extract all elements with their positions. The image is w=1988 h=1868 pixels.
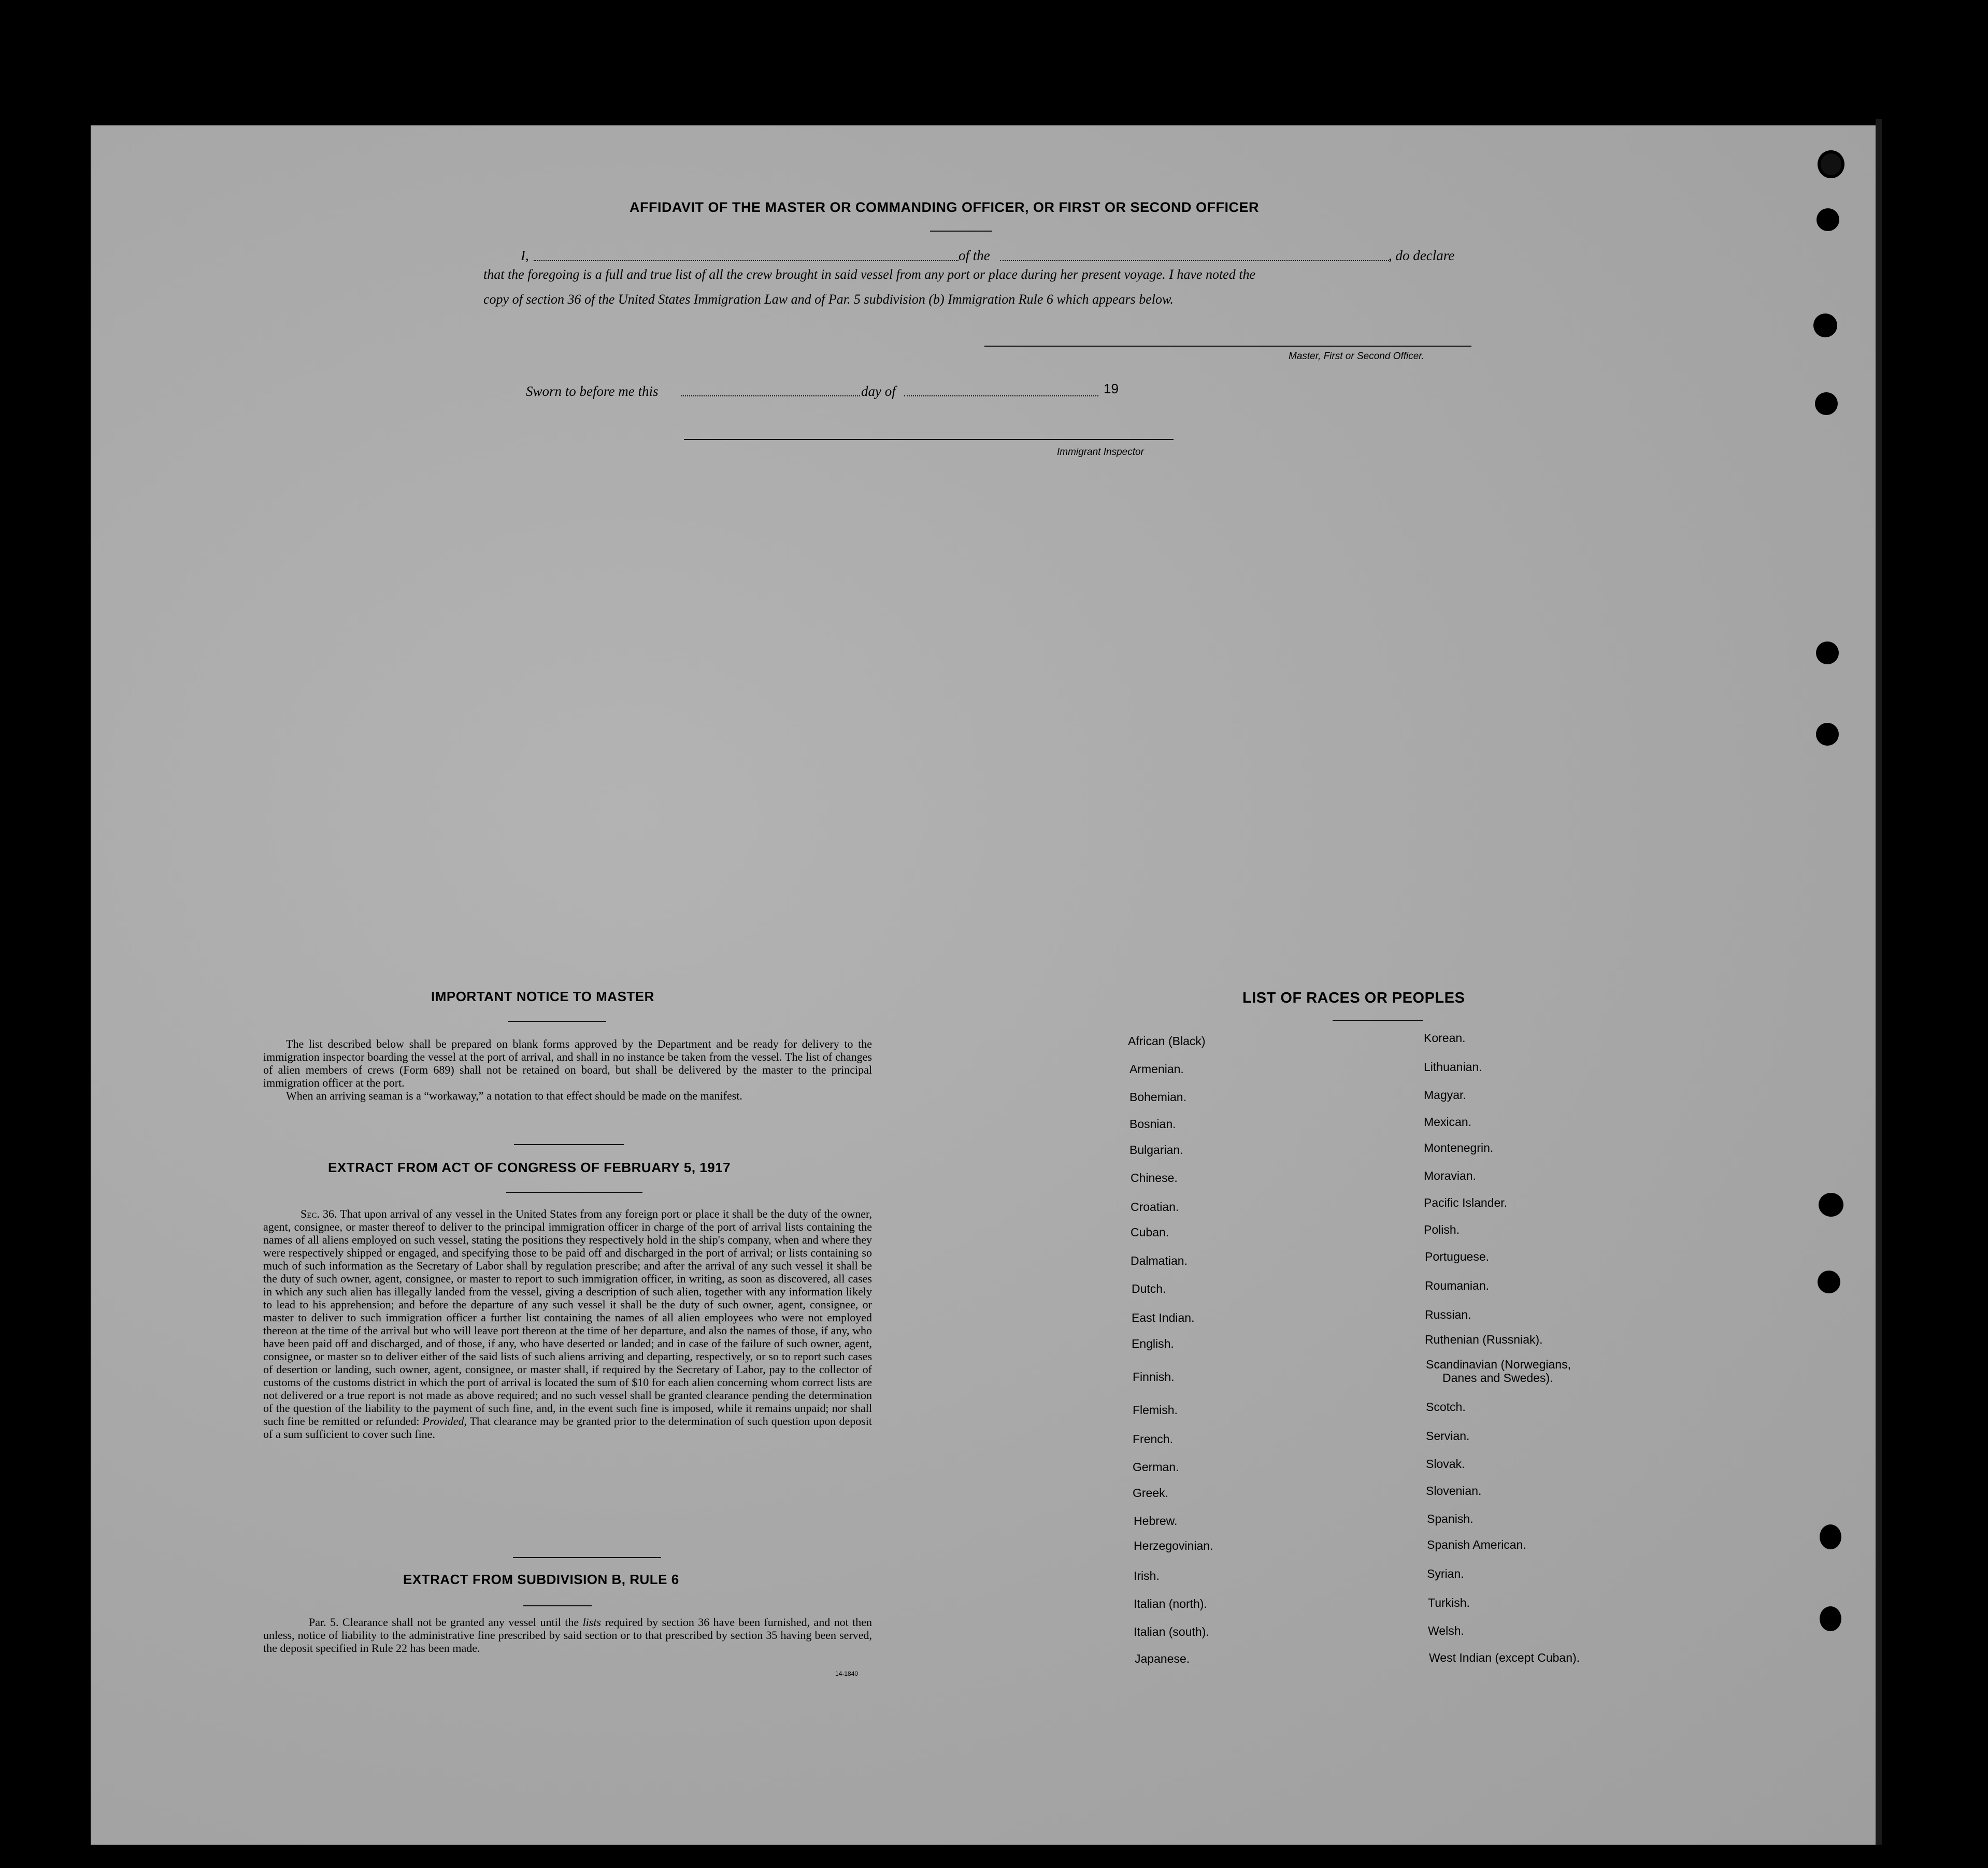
race-left-item: East Indian.	[1132, 1311, 1195, 1324]
notice-para-1: The list described below shall be prepared on blank forms approved by the Department and be ready for delivery to the immigration inspector boarding the vessel at the port of arrival, and shall in no instance be taken from the vessel. The list of changes of alien members of crews (Form 689) shall not be retained on board, but shall be delivered by the master to the principal immigration officer at the port.	[263, 1037, 872, 1089]
race-right-item: Moravian.	[1424, 1169, 1476, 1182]
race-right-item: Spanish.	[1427, 1512, 1474, 1525]
race-right-item: Montenegrin.	[1424, 1141, 1494, 1154]
race-left-item: Flemish.	[1133, 1403, 1178, 1417]
section-36-text: That upon arrival of any vessel in the United States from any foreign port or place it shall be the duty of the owner, agent, consignee, or master thereof to deliver to the principal immigration officer in charge of the port of arrival lists containing the names of all aliens employed on such vessel, stating the positions they respectively hold in the ship's company, when and where they were respectively shipped or engaged, and specifying those to be paid off and discharged in the port of arrival; or lists containing so much of such information as the Secretary of Labor shall by regulation prescribe; and after the arrival of any such vessel it shall be the duty of such owner, agent, consignee, or master to report to such immigration officer, in writing, as soon as discovered, all cases in which any such alien has illegally landed from the vessel, giving a description of such alien, together with any information likely to lead to his apprehension; and before the departure of any such vessel it shall be the duty of such owner, agent, consignee, or master to deliver to such immigration officer a further list containing the names of all alien employees who were not employed thereon at the time of the arrival but who will leave port thereon at the time of her departure, and also the names of those, if any, who have been paid off and discharged, and of those, if any, who have deserted or landed; and in case of the failure of such owner, agent, consignee, or master so to deliver either of the said lists of such aliens arriving and departing, respectively, or so to report such cases of desertion or landing, such owner, agent, consignee, or master shall, if required by the Secretary of Labor, pay to the collector of customs of the customs district in which the port of arrival is located the sum of $10 for each alien concerning whom correct lists are not delivered or a true report is not made as above required; and no such vessel shall be granted clearance pending the determination of the question of the liability to the payment of such fine, and, in the event such fine is imposed, while it remains unpaid; nor shall such fine be remitted or refunded:	[263, 1207, 872, 1428]
race-left-item: Herzegovinian.	[1134, 1539, 1213, 1552]
race-right-item: Turkish.	[1428, 1596, 1470, 1609]
form-number: 14-1840	[835, 1670, 859, 1677]
race-left-item: French.	[1133, 1432, 1173, 1446]
race-right-item: Danes and Swedes).	[1442, 1371, 1553, 1385]
race-left-item: Bulgarian.	[1129, 1143, 1183, 1157]
race-right-item: Portuguese.	[1425, 1250, 1490, 1263]
section-label: Sec. 36.	[301, 1207, 337, 1220]
notice-divider	[514, 1144, 624, 1145]
inspector-signature-line[interactable]	[684, 439, 1174, 440]
vessel-label: of the	[959, 248, 990, 263]
race-left-item: English.	[1132, 1337, 1174, 1350]
punch-hole	[1820, 1606, 1841, 1631]
master-signature-line[interactable]	[984, 346, 1471, 347]
race-left-item: Dalmatian.	[1131, 1254, 1188, 1267]
race-right-item: Scandinavian (Norwegians,	[1426, 1358, 1571, 1371]
extract-act-text	[263, 1207, 872, 1441]
affidavit-title-rule	[930, 231, 992, 232]
sworn-day-blank[interactable]	[681, 395, 860, 396]
race-right-item: Russian.	[1425, 1308, 1471, 1321]
rule-text-b: required by section 36 have been furnished, and not then unless, notice of liability to the administrative fine prescribed by said section or to that prescribed by section 35 having been served, the deposit specified in Rule 22 has been made.	[263, 1616, 873, 1655]
punch-hole	[1813, 313, 1837, 337]
declarant-blank[interactable]	[534, 260, 959, 261]
sworn-label: Sworn to before me this	[526, 383, 659, 399]
race-right-item: Spanish American.	[1427, 1538, 1526, 1551]
sworn-month-blank[interactable]	[904, 395, 1098, 396]
day-of-label: day of	[861, 383, 896, 399]
race-left-item: Armenian.	[1129, 1062, 1184, 1076]
race-left-item: Chinese.	[1131, 1171, 1178, 1185]
race-left-item: Dutch.	[1132, 1282, 1166, 1295]
race-left-item: Finnish.	[1133, 1370, 1175, 1384]
section-36-text-end: That clearance may be granted prior to the determination of such question upon deposit of a sum sufficient to cover such fine.	[263, 1415, 873, 1441]
form-sheet	[91, 125, 1877, 1845]
race-left-item: Bohemian.	[1129, 1090, 1186, 1104]
extract-act-divider	[513, 1557, 661, 1558]
race-right-item: Roumanian.	[1425, 1279, 1490, 1292]
affidavit-title: AFFIDAVIT OF THE MASTER OR COMMANDING OFFICER, OR FIRST OR SECOND OFFICER	[630, 199, 1259, 215]
race-left-item: Hebrew.	[1134, 1514, 1178, 1528]
notice-title: IMPORTANT NOTICE TO MASTER	[431, 989, 654, 1004]
punch-hole	[1817, 208, 1839, 231]
race-right-item: Korean.	[1424, 1031, 1466, 1045]
vessel-blank[interactable]	[1000, 260, 1391, 261]
race-left-item: Irish.	[1134, 1569, 1160, 1582]
race-left-item: Greek.	[1133, 1486, 1169, 1500]
declarant-label: I,	[521, 248, 529, 263]
race-left-item: Italian (south).	[1134, 1625, 1209, 1638]
rule-text-a: Par. 5. Clearance shall not be granted any vessel until the	[309, 1616, 579, 1629]
notice-para-2: When an arriving seaman is a “workaway,” a notation to that effect should be made on the manifest.	[286, 1089, 742, 1102]
race-right-item: Scotch.	[1426, 1400, 1466, 1414]
race-left-item: Bosnian.	[1129, 1117, 1176, 1131]
race-right-item: Magyar.	[1424, 1088, 1466, 1102]
race-left-item: Japanese.	[1135, 1652, 1190, 1665]
punch-hole	[1816, 641, 1839, 664]
races-title: LIST OF RACES OR PEOPLES	[1242, 990, 1465, 1006]
extract-rule-text	[263, 1616, 872, 1655]
declare-text: , do declare	[1389, 248, 1455, 263]
race-left-item: Cuban.	[1131, 1225, 1169, 1239]
race-right-item: Slovak.	[1426, 1457, 1465, 1471]
race-right-item: Mexican.	[1424, 1115, 1472, 1129]
punch-hole	[1818, 150, 1844, 178]
race-right-item: Pacific Islander.	[1424, 1196, 1508, 1209]
race-left-item: African (Black)	[1128, 1034, 1206, 1048]
race-right-item: Servian.	[1426, 1429, 1470, 1443]
race-left-item: Croatian.	[1131, 1200, 1179, 1214]
race-right-item: Slovenian.	[1426, 1484, 1482, 1498]
race-left-item: German.	[1133, 1460, 1179, 1474]
affidavit-line-3: copy of section 36 of the United States Immigration Law and of Par. 5 subdivision (b) Immigration Rule 6 which appears below.	[483, 292, 1174, 307]
inspector-label: Immigrant Inspector	[1057, 447, 1144, 458]
extract-rule-title-rule	[523, 1605, 592, 1606]
race-left-item: Italian (north).	[1134, 1597, 1207, 1610]
punch-hole	[1815, 392, 1838, 415]
notice-title-rule	[508, 1021, 606, 1022]
race-right-item: Welsh.	[1428, 1624, 1464, 1637]
extract-rule-title: EXTRACT FROM SUBDIVISION B, RULE 6	[403, 1572, 679, 1587]
punch-hole	[1820, 1524, 1841, 1549]
affidavit-line-2: that the foregoing is a full and true list of all the crew brought in said vessel from any port or place during her present voyage. I have noted the	[483, 267, 1255, 282]
race-right-item: Lithuanian.	[1424, 1060, 1482, 1074]
race-right-item: Syrian.	[1427, 1567, 1464, 1580]
master-signature-label: Master, First or Second Officer.	[1289, 351, 1425, 362]
extract-act-title: EXTRACT FROM ACT OF CONGRESS OF FEBRUARY 5, 1917	[328, 1160, 731, 1175]
punch-hole	[1819, 1193, 1843, 1217]
lists-word: lists	[582, 1616, 602, 1629]
punch-hole	[1816, 723, 1839, 746]
race-right-item: Polish.	[1424, 1223, 1460, 1236]
notice-text	[263, 1037, 872, 1102]
punch-hole	[1818, 1271, 1840, 1293]
provided-word: Provided,	[422, 1415, 467, 1428]
race-right-item: West Indian (except Cuban).	[1429, 1651, 1580, 1664]
races-title-rule	[1333, 1020, 1423, 1021]
sheet-edge	[1876, 119, 1882, 1845]
year-label: 19	[1104, 381, 1119, 396]
race-right-item: Ruthenian (Russniak).	[1425, 1333, 1543, 1346]
extract-act-title-rule	[506, 1192, 642, 1193]
